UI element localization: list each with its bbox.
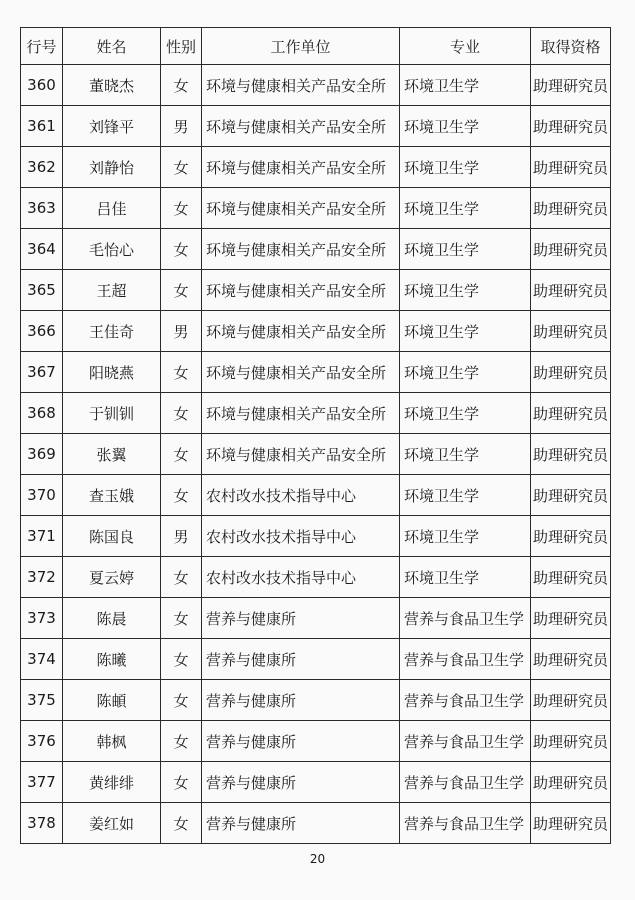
cell-qualification: 助理研究员 [531, 475, 611, 516]
cell-unit: 环境与健康相关产品安全所 [202, 311, 400, 352]
table-row [21, 762, 611, 803]
table-row [21, 229, 611, 270]
cell-row-no: 364 [21, 229, 63, 270]
cell-major: 环境卫生学 [400, 65, 531, 106]
header-major: 专业 [400, 28, 531, 65]
cell-major: 环境卫生学 [400, 147, 531, 188]
table-row [21, 475, 611, 516]
cell-unit: 营养与健康所 [202, 598, 400, 639]
cell-unit: 营养与健康所 [202, 803, 400, 844]
cell-major: 营养与食品卫生学 [400, 721, 531, 762]
table-row [21, 270, 611, 311]
cell-name: 夏云婷 [63, 557, 161, 598]
cell-major: 环境卫生学 [400, 393, 531, 434]
cell-qualification: 助理研究员 [531, 352, 611, 393]
cell-gender: 女 [161, 680, 202, 721]
cell-major: 环境卫生学 [400, 229, 531, 270]
cell-unit: 营养与健康所 [202, 639, 400, 680]
cell-gender: 女 [161, 65, 202, 106]
cell-gender: 女 [161, 475, 202, 516]
cell-qualification: 助理研究员 [531, 147, 611, 188]
cell-name: 黄绯绯 [63, 762, 161, 803]
table-row [21, 516, 611, 557]
cell-unit: 环境与健康相关产品安全所 [202, 393, 400, 434]
page-number: 20 [309, 852, 326, 866]
cell-row-no: 371 [21, 516, 63, 557]
table-row [21, 434, 611, 475]
cell-qualification: 助理研究员 [531, 721, 611, 762]
cell-major: 营养与食品卫生学 [400, 680, 531, 721]
cell-major: 环境卫生学 [400, 516, 531, 557]
cell-qualification: 助理研究员 [531, 516, 611, 557]
cell-row-no: 366 [21, 311, 63, 352]
cell-row-no: 373 [21, 598, 63, 639]
cell-name: 陈頔 [63, 680, 161, 721]
cell-gender: 男 [161, 106, 202, 147]
cell-major: 环境卫生学 [400, 188, 531, 229]
header-row-no: 行号 [21, 28, 63, 65]
cell-gender: 女 [161, 147, 202, 188]
cell-qualification: 助理研究员 [531, 106, 611, 147]
cell-row-no: 365 [21, 270, 63, 311]
cell-row-no: 362 [21, 147, 63, 188]
cell-gender: 男 [161, 311, 202, 352]
table-row [21, 106, 611, 147]
cell-gender: 女 [161, 434, 202, 475]
cell-unit: 营养与健康所 [202, 721, 400, 762]
table-row [21, 188, 611, 229]
cell-gender: 女 [161, 762, 202, 803]
cell-major: 环境卫生学 [400, 475, 531, 516]
cell-unit: 环境与健康相关产品安全所 [202, 106, 400, 147]
personnel-table [20, 27, 611, 844]
cell-name: 姜红如 [63, 803, 161, 844]
cell-name: 王超 [63, 270, 161, 311]
cell-row-no: 360 [21, 65, 63, 106]
cell-gender: 女 [161, 352, 202, 393]
cell-gender: 女 [161, 557, 202, 598]
cell-major: 环境卫生学 [400, 311, 531, 352]
cell-gender: 女 [161, 721, 202, 762]
cell-qualification: 助理研究员 [531, 65, 611, 106]
cell-gender: 女 [161, 803, 202, 844]
cell-major: 营养与食品卫生学 [400, 639, 531, 680]
cell-unit: 农村改水技术指导中心 [202, 516, 400, 557]
cell-major: 营养与食品卫生学 [400, 598, 531, 639]
cell-unit: 环境与健康相关产品安全所 [202, 147, 400, 188]
cell-qualification: 助理研究员 [531, 557, 611, 598]
cell-gender: 女 [161, 229, 202, 270]
cell-gender: 女 [161, 270, 202, 311]
cell-unit: 农村改水技术指导中心 [202, 475, 400, 516]
table-row [21, 557, 611, 598]
table-row [21, 393, 611, 434]
cell-unit: 环境与健康相关产品安全所 [202, 270, 400, 311]
header-row [21, 28, 611, 65]
table-row [21, 803, 611, 844]
cell-row-no: 367 [21, 352, 63, 393]
cell-gender: 男 [161, 516, 202, 557]
cell-unit: 农村改水技术指导中心 [202, 557, 400, 598]
cell-gender: 女 [161, 188, 202, 229]
cell-qualification: 助理研究员 [531, 311, 611, 352]
cell-row-no: 372 [21, 557, 63, 598]
cell-row-no: 377 [21, 762, 63, 803]
cell-qualification: 助理研究员 [531, 270, 611, 311]
cell-row-no: 370 [21, 475, 63, 516]
cell-major: 营养与食品卫生学 [400, 762, 531, 803]
table-row [21, 721, 611, 762]
cell-name: 陈晨 [63, 598, 161, 639]
cell-qualification: 助理研究员 [531, 639, 611, 680]
cell-qualification: 助理研究员 [531, 229, 611, 270]
cell-row-no: 378 [21, 803, 63, 844]
cell-unit: 营养与健康所 [202, 762, 400, 803]
cell-major: 环境卫生学 [400, 270, 531, 311]
cell-qualification: 助理研究员 [531, 803, 611, 844]
table-row [21, 680, 611, 721]
cell-unit: 环境与健康相关产品安全所 [202, 229, 400, 270]
cell-row-no: 363 [21, 188, 63, 229]
cell-name: 刘锋平 [63, 106, 161, 147]
cell-unit: 环境与健康相关产品安全所 [202, 434, 400, 475]
cell-qualification: 助理研究员 [531, 680, 611, 721]
cell-unit: 环境与健康相关产品安全所 [202, 188, 400, 229]
cell-qualification: 助理研究员 [531, 762, 611, 803]
cell-row-no: 361 [21, 106, 63, 147]
table-row [21, 639, 611, 680]
cell-name: 刘静怡 [63, 147, 161, 188]
cell-name: 阳晓燕 [63, 352, 161, 393]
cell-row-no: 368 [21, 393, 63, 434]
header-name: 姓名 [63, 28, 161, 65]
header-qualification: 取得资格 [531, 28, 611, 65]
cell-name: 陈曦 [63, 639, 161, 680]
cell-name: 张翼 [63, 434, 161, 475]
cell-gender: 女 [161, 639, 202, 680]
cell-row-no: 374 [21, 639, 63, 680]
cell-qualification: 助理研究员 [531, 434, 611, 475]
cell-major: 环境卫生学 [400, 557, 531, 598]
table-row [21, 147, 611, 188]
cell-name: 毛怡心 [63, 229, 161, 270]
cell-name: 韩枫 [63, 721, 161, 762]
cell-major: 环境卫生学 [400, 434, 531, 475]
cell-major: 环境卫生学 [400, 352, 531, 393]
cell-major: 环境卫生学 [400, 106, 531, 147]
table-row [21, 311, 611, 352]
cell-name: 于钏钏 [63, 393, 161, 434]
cell-gender: 女 [161, 393, 202, 434]
cell-unit: 环境与健康相关产品安全所 [202, 352, 400, 393]
cell-row-no: 369 [21, 434, 63, 475]
table-row [21, 65, 611, 106]
cell-qualification: 助理研究员 [531, 188, 611, 229]
cell-row-no: 375 [21, 680, 63, 721]
cell-name: 吕佳 [63, 188, 161, 229]
cell-name: 陈国良 [63, 516, 161, 557]
cell-name: 董晓杰 [63, 65, 161, 106]
table-row [21, 598, 611, 639]
cell-name: 查玉娥 [63, 475, 161, 516]
cell-major: 营养与食品卫生学 [400, 803, 531, 844]
header-unit: 工作单位 [202, 28, 400, 65]
cell-unit: 营养与健康所 [202, 680, 400, 721]
cell-row-no: 376 [21, 721, 63, 762]
header-gender: 性别 [161, 28, 202, 65]
cell-name: 王佳奇 [63, 311, 161, 352]
table-row [21, 352, 611, 393]
cell-gender: 女 [161, 598, 202, 639]
cell-qualification: 助理研究员 [531, 598, 611, 639]
cell-qualification: 助理研究员 [531, 393, 611, 434]
cell-unit: 环境与健康相关产品安全所 [202, 65, 400, 106]
